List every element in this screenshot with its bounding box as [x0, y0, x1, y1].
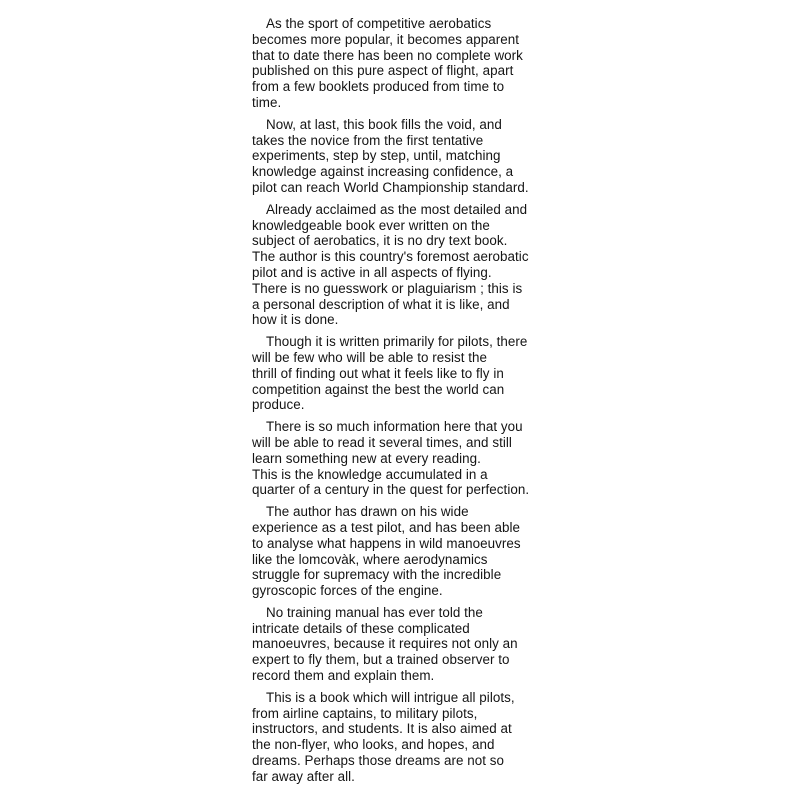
- blurb-text: [252, 16, 562, 791]
- text-line: knowledgeable book ever written on the: [252, 217, 490, 233]
- text-line: subject of aerobatics, it is no dry text book.: [252, 233, 508, 249]
- text-line: will be few who will be able to resist the: [252, 349, 488, 365]
- text-line: competition against the best the world can: [252, 381, 505, 397]
- paragraph-7: [252, 504, 562, 599]
- text-line: struggle for supremacy with the incredible: [252, 567, 502, 583]
- text-line: from airline captains, to military pilots,: [252, 705, 478, 721]
- text-line: manoeuvres, because it requires not only an: [252, 636, 518, 652]
- paragraph-6: [252, 467, 562, 499]
- text-line: There is so much information here that you: [266, 419, 523, 435]
- text-line: published on this pure aspect of flight, apart: [252, 63, 514, 79]
- text-line: the non-flyer, who looks, and hopes, and: [252, 737, 495, 753]
- text-line: like the lomcovàk, where aerodynamics: [252, 551, 488, 567]
- paragraph-2: [252, 117, 562, 196]
- text-line: gyroscopic forces of the engine.: [252, 583, 443, 599]
- text-line: expert to fly them, but a trained observer to: [252, 652, 510, 668]
- text-line: instructors, and students. It is also aimed at: [252, 721, 512, 737]
- text-line: intricate details of these complicated: [252, 620, 470, 636]
- text-line: As the sport of competitive aerobatics: [266, 16, 492, 31]
- text-line: Already acclaimed as the most detailed and: [266, 201, 528, 217]
- text-line: pilot can reach World Championship standard.: [252, 179, 529, 195]
- text-line: experience as a test pilot, and has been able: [252, 519, 521, 535]
- text-line: The author is this country's foremost aerobatic: [252, 249, 529, 265]
- text-line: Though it is written primarily for pilots, there: [266, 334, 528, 350]
- text-line: This is a book which will intrigue all pilots,: [266, 689, 515, 705]
- text-line: learn something new at every reading.: [252, 450, 481, 466]
- text-line: knowledge against increasing confidence, a: [252, 164, 514, 180]
- text-line: far away after all.: [252, 768, 355, 784]
- text-line: time.: [252, 94, 282, 110]
- text-line: that to date there has been no complete work: [252, 47, 523, 63]
- text-line: No training manual has ever told the: [266, 604, 483, 620]
- text-line: Now, at last, this book fills the void, and: [266, 116, 502, 132]
- text-line: thrill of finding out what it feels like to fly in: [252, 365, 504, 381]
- paragraph-8: [252, 605, 562, 684]
- text-line: will be able to read it several times, and still: [252, 434, 512, 450]
- text-line: from a few booklets produced from time to: [252, 79, 505, 95]
- paragraph-3: [252, 202, 562, 328]
- paragraph-9: [252, 690, 562, 785]
- text-line: becomes more popular, it becomes apparent: [252, 31, 520, 47]
- text-line: The author has drawn on his wide: [266, 504, 469, 520]
- text-line: to analyse what happens in wild manoeuvres: [252, 535, 521, 551]
- paragraph-1: [252, 16, 562, 111]
- text-line: experiments, step by step, until, matching: [252, 148, 501, 164]
- text-line: how it is done.: [252, 312, 339, 328]
- text-line: There is no guesswork or plaguiarism ; this is: [252, 280, 523, 296]
- text-line: record them and explain them.: [252, 668, 435, 684]
- paragraph-4: [252, 334, 562, 413]
- text-line: produce.: [252, 397, 305, 413]
- text-line: This is the knowledge accumulated in a: [252, 466, 488, 482]
- text-line: quarter of a century in the quest for perfection.: [252, 482, 530, 498]
- paragraph-5: [252, 419, 562, 466]
- text-line: pilot and is active in all aspects of flying.: [252, 264, 492, 280]
- text-line: takes the novice from the first tentative: [252, 132, 484, 148]
- text-line: dreams. Perhaps those dreams are not so: [252, 753, 505, 769]
- text-line: a personal description of what it is like, and: [252, 296, 510, 312]
